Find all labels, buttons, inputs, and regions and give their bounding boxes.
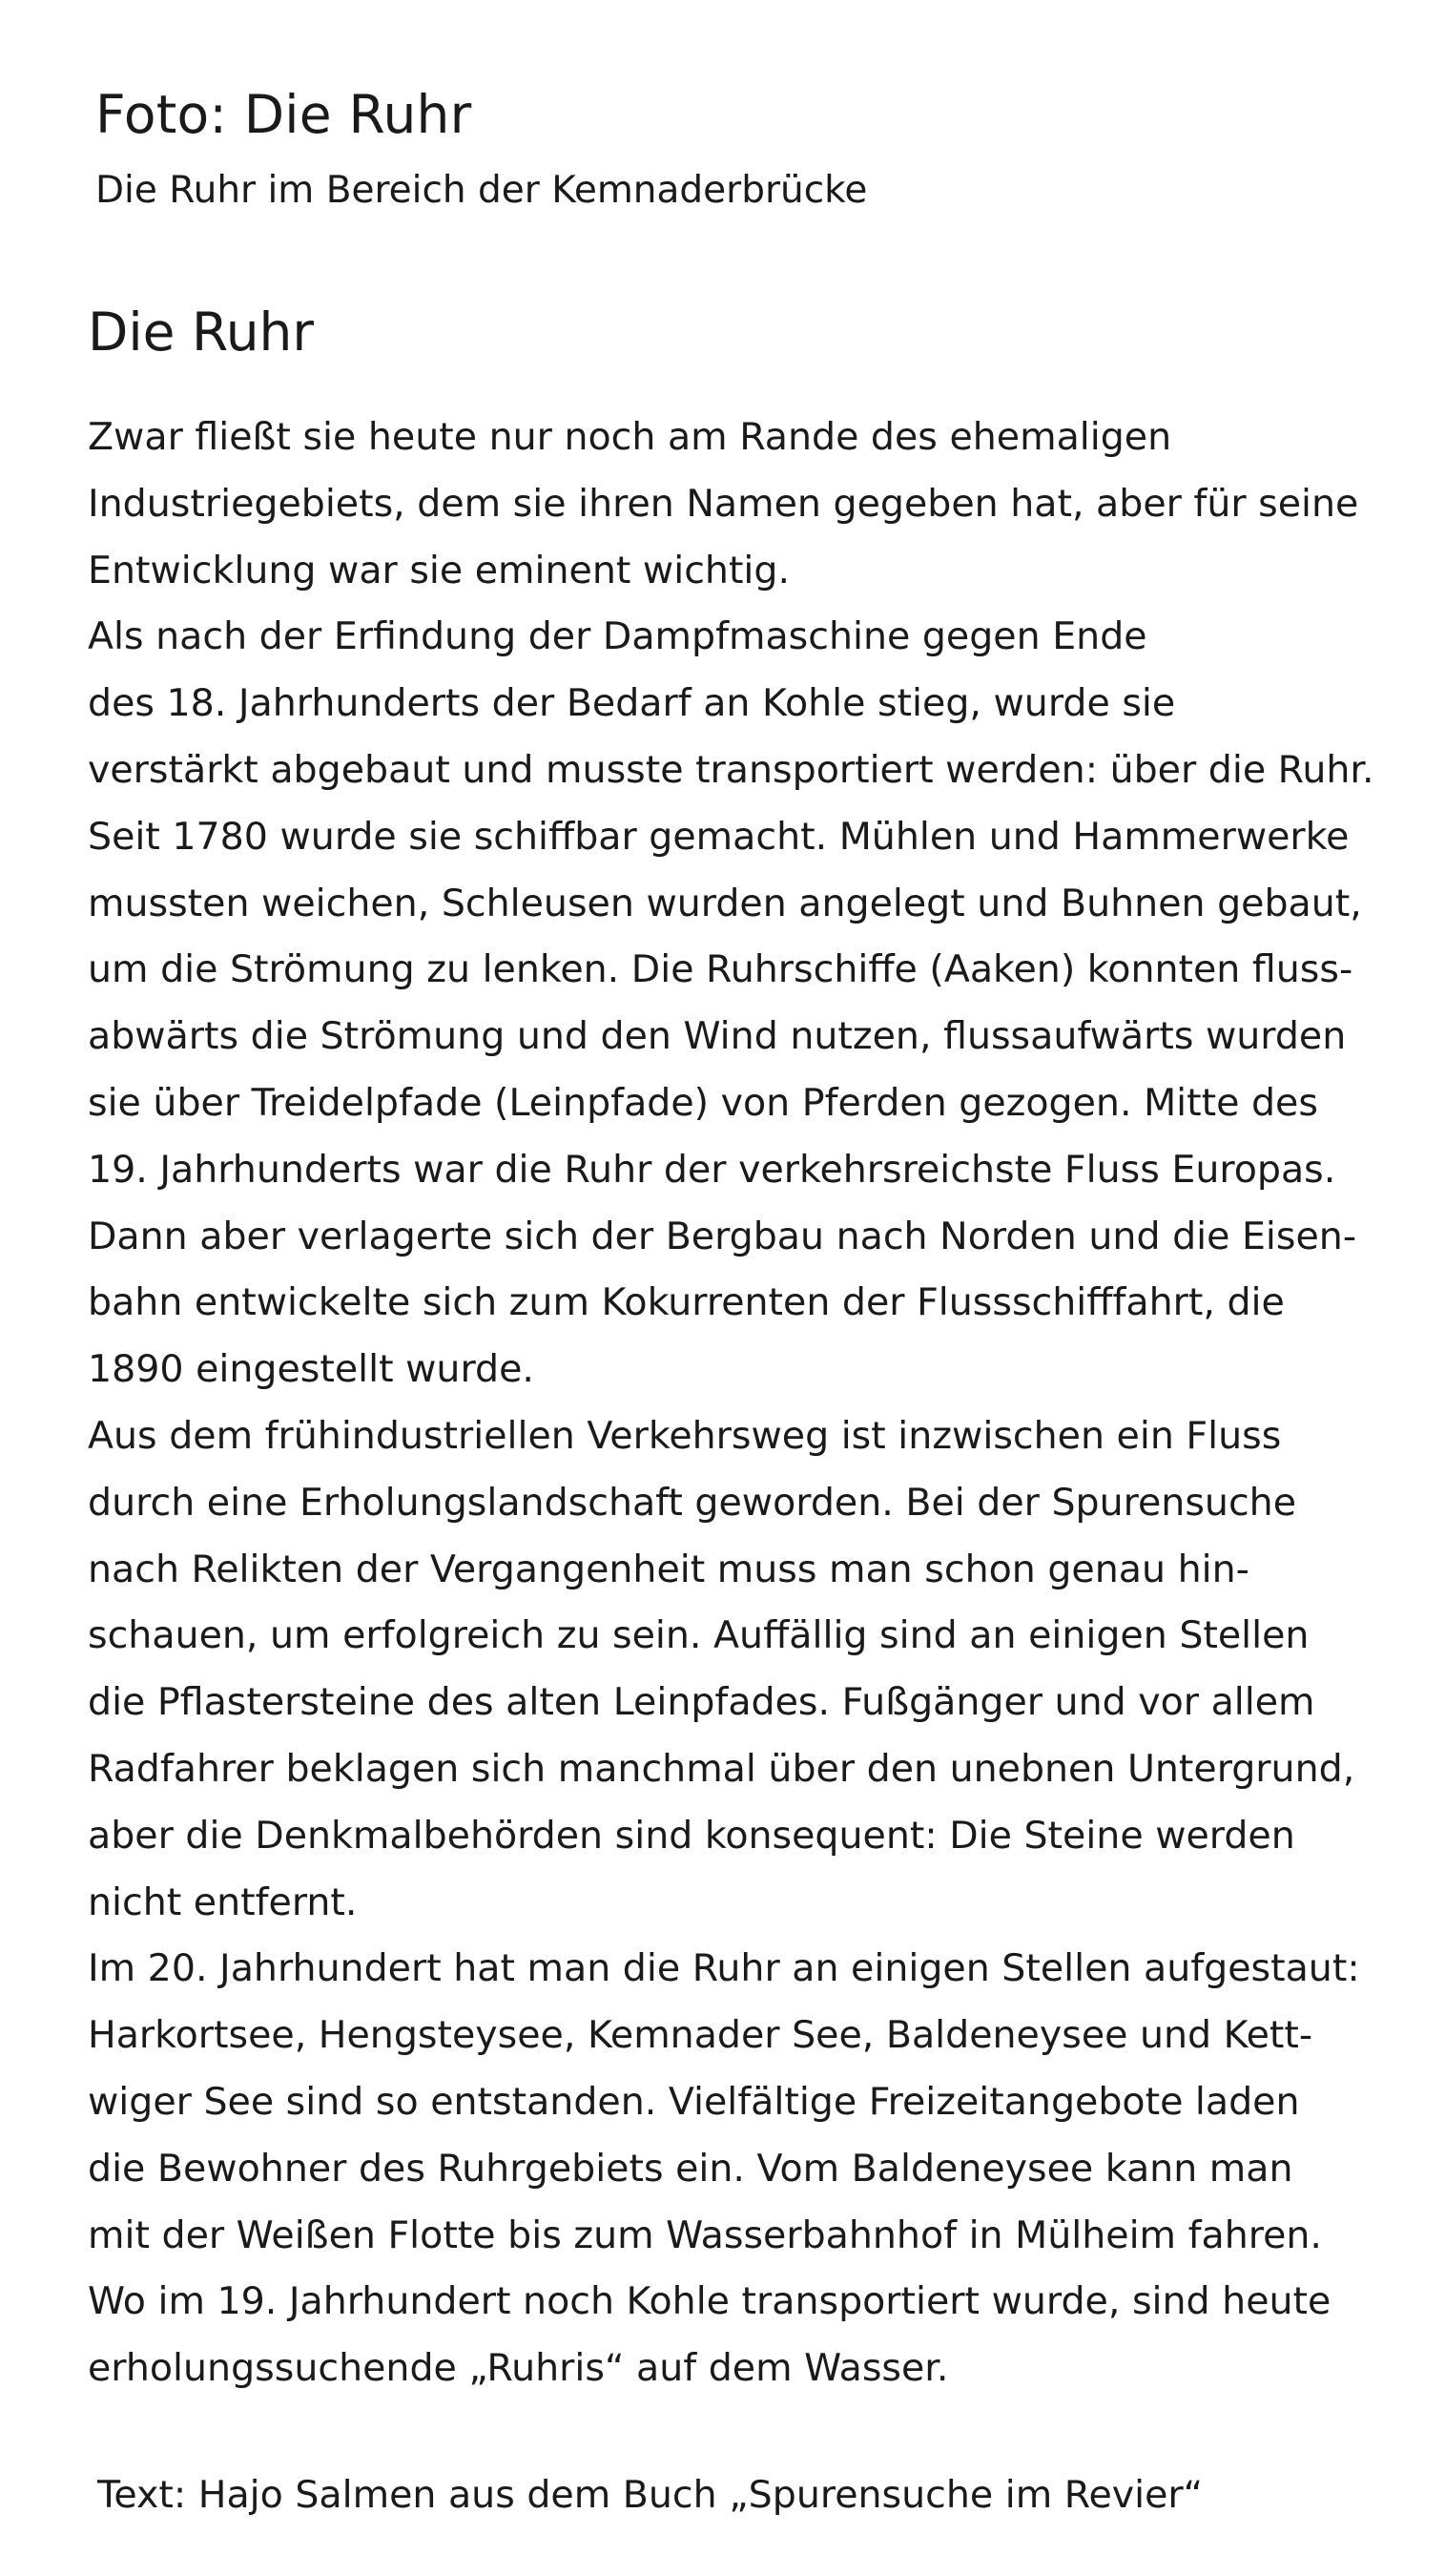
body-line: Im 20. Jahrhundert hat man die Ruhr an einigen Stellen aufgestaut: xyxy=(88,1946,1360,1991)
body-line: mussten weichen, Schleusen wurden angelegt und Buhnen gebaut, xyxy=(88,881,1362,925)
body-line: des 18. Jahrhunderts der Bedarf an Kohle stieg, wurde sie xyxy=(88,681,1176,726)
body-line: sie über Treidelpfade (Leinpfade) von Pferden gezogen. Mitte des xyxy=(88,1080,1318,1125)
body-line: nach Relikten der Vergangenheit muss man schon genau hin- xyxy=(88,1547,1249,1591)
photo-title: Foto: Die Ruhr xyxy=(95,84,472,145)
body-line: 1890 eingestellt wurde. xyxy=(88,1347,534,1392)
body-line: bahn entwickelte sich zum Kokurrenten der Flussschifffahrt, die xyxy=(88,1280,1285,1325)
text-credit: Text: Hajo Salmen aus dem Buch „Spurensuche im Revier“ xyxy=(97,2473,1204,2517)
body-line: Zwar fließt sie heute nur noch am Rande des ehemaligen xyxy=(88,415,1172,459)
body-line: Radfahrer beklagen sich manchmal über den unebnen Untergrund, xyxy=(88,1746,1355,1791)
body-line: abwärts die Strömung und den Wind nutzen, flussaufwärts wurden xyxy=(88,1014,1347,1059)
body-line: Dann aber verlagerte sich der Bergbau nach Norden und die Eisen- xyxy=(88,1214,1357,1258)
article-heading: Die Ruhr xyxy=(88,301,315,363)
body-line: aber die Denkmalbehörden sind konsequent: Die Steine werden xyxy=(88,1813,1295,1858)
body-line: Aus dem frühindustriellen Verkehrsweg ist inzwischen ein Fluss xyxy=(88,1413,1282,1458)
body-line: Wo im 19. Jahrhundert noch Kohle transportiert wurde, sind heute xyxy=(88,2279,1331,2324)
body-line: Als nach der Erfindung der Dampfmaschine gegen Ende xyxy=(88,614,1147,659)
body-line: nicht entfernt. xyxy=(88,1880,358,1924)
body-line: verstärkt abgebaut und musste transportiert werden: über die Ruhr. xyxy=(88,747,1374,792)
body-line: schauen, um erfolgreich zu sein. Auffällig sind an einigen Stellen xyxy=(88,1613,1310,1658)
article xyxy=(88,298,1385,2402)
body-line: Entwicklung war sie eminent wichtig. xyxy=(88,548,791,592)
body-line: die Pflastersteine des alten Leinpfades. Fußgänger und vor allem xyxy=(88,1680,1315,1725)
article-body xyxy=(88,405,1385,2402)
body-line: durch eine Erholungslandschaft geworden. Bei der Spurensuche xyxy=(88,1480,1297,1525)
body-line: erholungssuchende „Ruhris“ auf dem Wasser. xyxy=(88,2346,949,2391)
body-line: Industriegebiets, dem sie ihren Namen gegeben hat, aber für seine xyxy=(88,481,1359,526)
body-line: die Bewohner des Ruhrgebiets ein. Vom Baldeneysee kann man xyxy=(88,2146,1293,2191)
body-line: Seit 1780 wurde sie schiffbar gemacht. Mühlen und Hammerwerke xyxy=(88,814,1350,859)
photo-caption xyxy=(95,74,1335,225)
body-line: wiger See sind so entstanden. Vielfältige Freizeitangebote laden xyxy=(88,2079,1300,2124)
body-line: Harkortsee, Hengsteysee, Kemnader See, Baldeneysee und Kett- xyxy=(88,2013,1313,2058)
body-line: um die Strömung zu lenken. Die Ruhrschiffe (Aaken) konnten fluss- xyxy=(88,947,1353,992)
body-line: 19. Jahrhunderts war die Ruhr der verkehrsreichste Fluss Europas. xyxy=(88,1147,1336,1192)
body-line: mit der Weißen Flotte bis zum Wasserbahnhof in Mülheim fahren. xyxy=(88,2212,1322,2257)
photo-subtitle: Die Ruhr im Bereich der Kemnaderbrücke xyxy=(95,169,868,212)
